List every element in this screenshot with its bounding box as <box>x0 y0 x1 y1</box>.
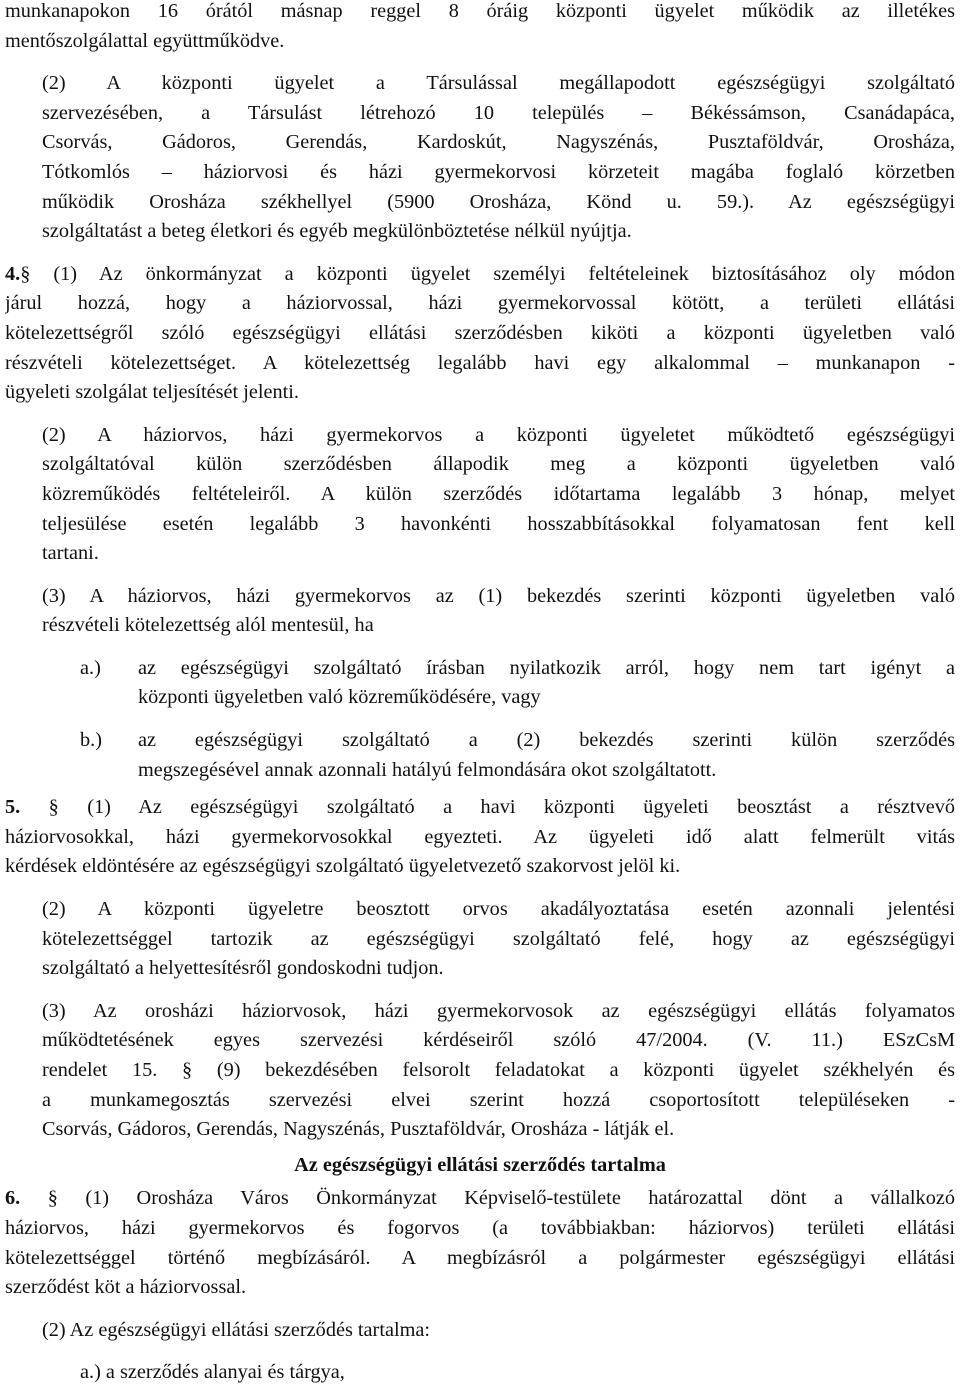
text-line: munkanapokon 16 órától másnap reggel 8 óráig központi ügyelet működik az illetékes <box>5 0 955 22</box>
text-line: központi ügyeletben való közreműködésére, vagy <box>138 686 541 709</box>
text-line: közreműködés feltételeiről. A külön szerződés időtartama legalább 3 hónap, melyet <box>42 482 955 505</box>
text-line: szolgáltatóval külön szerződésben állapodik meg a központi ügyeletben való <box>42 453 955 476</box>
text-line: kérdések eldöntésére az egészségügyi szolgáltató ügyeletvezető szakorvost jelöl ki. <box>5 855 681 878</box>
text-line: mentőszolgálattal együttműködve. <box>5 29 285 52</box>
text-line: az egészségügyi szolgáltató írásban nyilatkozik arról, hogy nem tart igényt a <box>138 656 955 679</box>
section-4-paragraph-1 <box>5 260 955 408</box>
section-6-paragraph-2 <box>42 1316 955 1346</box>
list-item-a <box>80 1358 955 1388</box>
text-line: ügyeleti szolgálat teljesítését jelenti. <box>5 381 299 404</box>
section-number: 5. <box>5 796 21 819</box>
text-line: Csorvás, Gádoros, Gerendás, Kardoskút, Nagyszénás, Pusztaföldvár, Orosháza, <box>42 131 955 154</box>
text-line: teljesülése esetén legalább 3 havonkénti hosszabbításokkal folyamatosan fent kell <box>42 512 955 535</box>
text-line: (2) A háziorvos, házi gyermekorvos a központi ügyeletet működtető egészségügyi <box>42 423 955 446</box>
text-line: megszegésével annak azonnali hatályú felmondására okot szolgáltatott. <box>138 758 717 781</box>
section-4-paragraph-2 <box>42 421 955 569</box>
section-6-paragraph-1 <box>5 1184 955 1302</box>
text-line: működik Orosháza székhellyel (5900 Orosháza, Könd u. 59.). Az egészségügyi <box>42 190 955 213</box>
section-symbol: § <box>48 796 59 819</box>
text-line: szervezésében, a Társulást létrehozó 10 település – Békéssámson, Csanádapáca, <box>42 101 955 124</box>
text-line: részvételi kötelezettség alól mentesül, ha <box>42 614 374 637</box>
text-line: a munkamegosztás szervezési elvei szerint hozzá csoportosított településeken - <box>42 1088 955 1111</box>
list-item-label: b.) <box>80 729 102 752</box>
text-line: (2) Az egészségügyi ellátási szerződés tartalma: <box>42 1318 430 1341</box>
text-line: Csorvás, Gádoros, Gerendás, Nagyszénás, Pusztaföldvár, Orosháza - látják el. <box>42 1118 675 1141</box>
section-heading: Az egészségügyi ellátási szerződés tartalma <box>294 1153 666 1176</box>
text-line: részvételi kötelezettséget. A kötelezettség legalább havi egy alkalommal – munkanapon - <box>5 351 955 374</box>
text-line: 6. § (1) Orosháza Város Önkormányzat Képviselő-testülete határozattal dönt a vállalkozó <box>5 1187 955 1210</box>
text-line: (3) A háziorvos, házi gyermekorvos az (1) bekezdés szerinti központi ügyeletben való <box>42 584 955 607</box>
text-line: háziorvos, házi gyermekorvos és fogorvos (a továbbiakban: háziorvos) területi ellátási <box>5 1216 955 1239</box>
text-line: tartani. <box>42 542 99 565</box>
section-symbol: § <box>47 1187 58 1210</box>
text-line: járul hozzá, hogy a háziorvossal, házi gyermekorvossal kötött, a területi ellátási <box>5 292 955 315</box>
list-item-label: a.) <box>80 656 101 679</box>
text-line: (2) A központi ügyeletre beosztott orvos akadályoztatása esetén azonnali jelentési <box>42 898 955 921</box>
section-number: 4. <box>5 262 21 285</box>
text-line: (3) Az orosházi háziorvosok, házi gyermekorvosok az egészségügyi ellátás folyamatos <box>42 999 955 1022</box>
intro-paragraph <box>5 0 955 56</box>
text-line: háziorvosokkal, házi gyermekorvosokkal egyezteti. Az ügyeleti idő alatt felmerült vitás <box>5 825 955 848</box>
text-line: működtetésének egyes szervezési kérdéseiről szóló 47/2004. (V. 11.) ESzCsM <box>42 1029 955 1052</box>
text-line: 4.§ (1) Az önkormányzat a központi ügyelet személyi feltételeinek biztosításához oly módon <box>5 262 955 285</box>
section-5-paragraph-2 <box>42 895 955 984</box>
section-4-paragraph-3 <box>42 582 955 641</box>
text-line: az egészségügyi szolgáltató a (2) bekezdés szerinti külön szerződés <box>138 729 955 752</box>
section-5-paragraph-1 <box>5 793 955 882</box>
paragraph-2-2 <box>42 69 955 247</box>
section-5-paragraph-3 <box>42 997 955 1145</box>
text-line: szerződést köt a háziorvossal. <box>5 1276 247 1299</box>
list-item-a <box>5 654 955 713</box>
section-symbol: § <box>20 262 31 285</box>
text-line: a.) a szerződés alanyai és tárgya, <box>80 1361 345 1384</box>
text-line: 5. § (1) Az egészségügyi szolgáltató a havi központi ügyeleti beosztást a résztvevő <box>5 796 955 819</box>
text-line: kötelezettséggel történő megbízásáról. A megbízásról a polgármester egészségügyi ellátási <box>5 1246 955 1269</box>
text-line: Tótkomlós – háziorvosi és házi gyermekorvosi körzeteit magába foglaló körzetben <box>42 160 955 183</box>
text-line: (2) A központi ügyelet a Társulással megállapodott egészségügyi szolgáltató <box>42 72 955 95</box>
text-line: kötelezettségről szóló egészségügyi ellátási szerződésben kiköti a központi ügyeletben való <box>5 321 955 344</box>
text-line: kötelezettséggel tartozik az egészségügyi szolgáltató felé, hogy az egészségügyi <box>42 927 955 950</box>
text-line: szolgáltatást a beteg életkori és egyéb megkülönböztetése nélkül nyújtja. <box>42 220 632 243</box>
list-item-b <box>5 726 955 785</box>
document-page <box>5 0 955 1388</box>
text-line: rendelet 15. § (9) bekezdésében felsorolt feladatokat a központi ügyelet székhelyén és <box>42 1059 955 1081</box>
text-line: szolgáltató a helyettesítésről gondoskodni tudjon. <box>42 957 444 980</box>
section-number: 6. <box>5 1187 21 1210</box>
